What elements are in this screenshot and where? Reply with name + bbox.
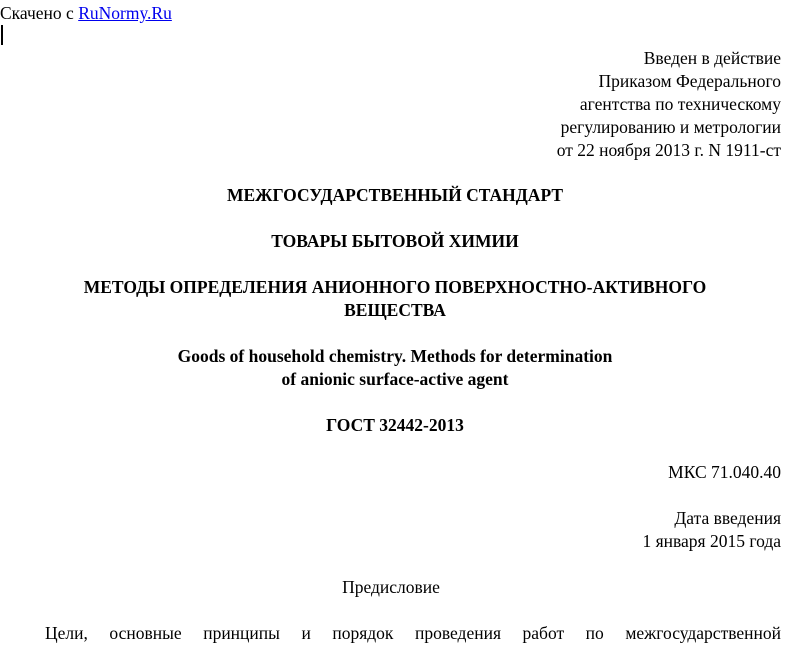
mks-code-text: МКС 71.040.40 <box>668 462 781 482</box>
enactment-line: от 22 ноября 2013 г. N 1911-ст <box>556 140 781 160</box>
source-prefix: Скачено с <box>0 3 79 23</box>
enactment-line: регулированию и метрологии <box>560 117 781 137</box>
gost-number-text: ГОСТ 32442-2013 <box>326 415 464 435</box>
standard-type-text: МЕЖГОСУДАРСТВЕННЫЙ СТАНДАРТ <box>226 185 564 205</box>
enactment-line: Приказом Федерального <box>598 71 781 91</box>
subject-heading <box>0 230 790 253</box>
intro-date-label: Дата введения <box>674 508 781 528</box>
title-ru <box>0 276 790 322</box>
foreword-paragraph: Цели, основные принципы и порядок проведения работ по межгосударственной <box>45 623 781 643</box>
subject-text: ТОВАРЫ БЫТОВОЙ ХИМИИ <box>271 231 519 251</box>
enactment-line: агентства по техническому <box>579 94 781 114</box>
title-en-line: Goods of household chemistry. Methods for determination <box>177 346 613 366</box>
mks-code <box>668 461 781 484</box>
text-cursor <box>1 25 3 45</box>
gost-number <box>0 414 790 437</box>
intro-date-value: 1 января 2015 года <box>642 531 781 551</box>
runormy-link[interactable]: RuNormy.Ru <box>78 3 172 23</box>
title-en-line: of anionic surface-active agent <box>281 369 509 389</box>
title-en <box>0 345 790 391</box>
enactment-notice <box>557 47 781 162</box>
enactment-line: Введен в действие <box>643 48 781 68</box>
foreword-heading: Предисловие <box>342 577 440 597</box>
title-ru-line: ВЕЩЕСТВА <box>344 300 446 320</box>
standard-type-heading <box>0 184 790 207</box>
title-ru-line: МЕТОДЫ ОПРЕДЕЛЕНИЯ АНИОННОГО ПОВЕРХНОСТНО-АКТИВНОГО <box>83 277 707 297</box>
source-attribution <box>0 3 172 23</box>
introduction-date <box>642 507 781 553</box>
